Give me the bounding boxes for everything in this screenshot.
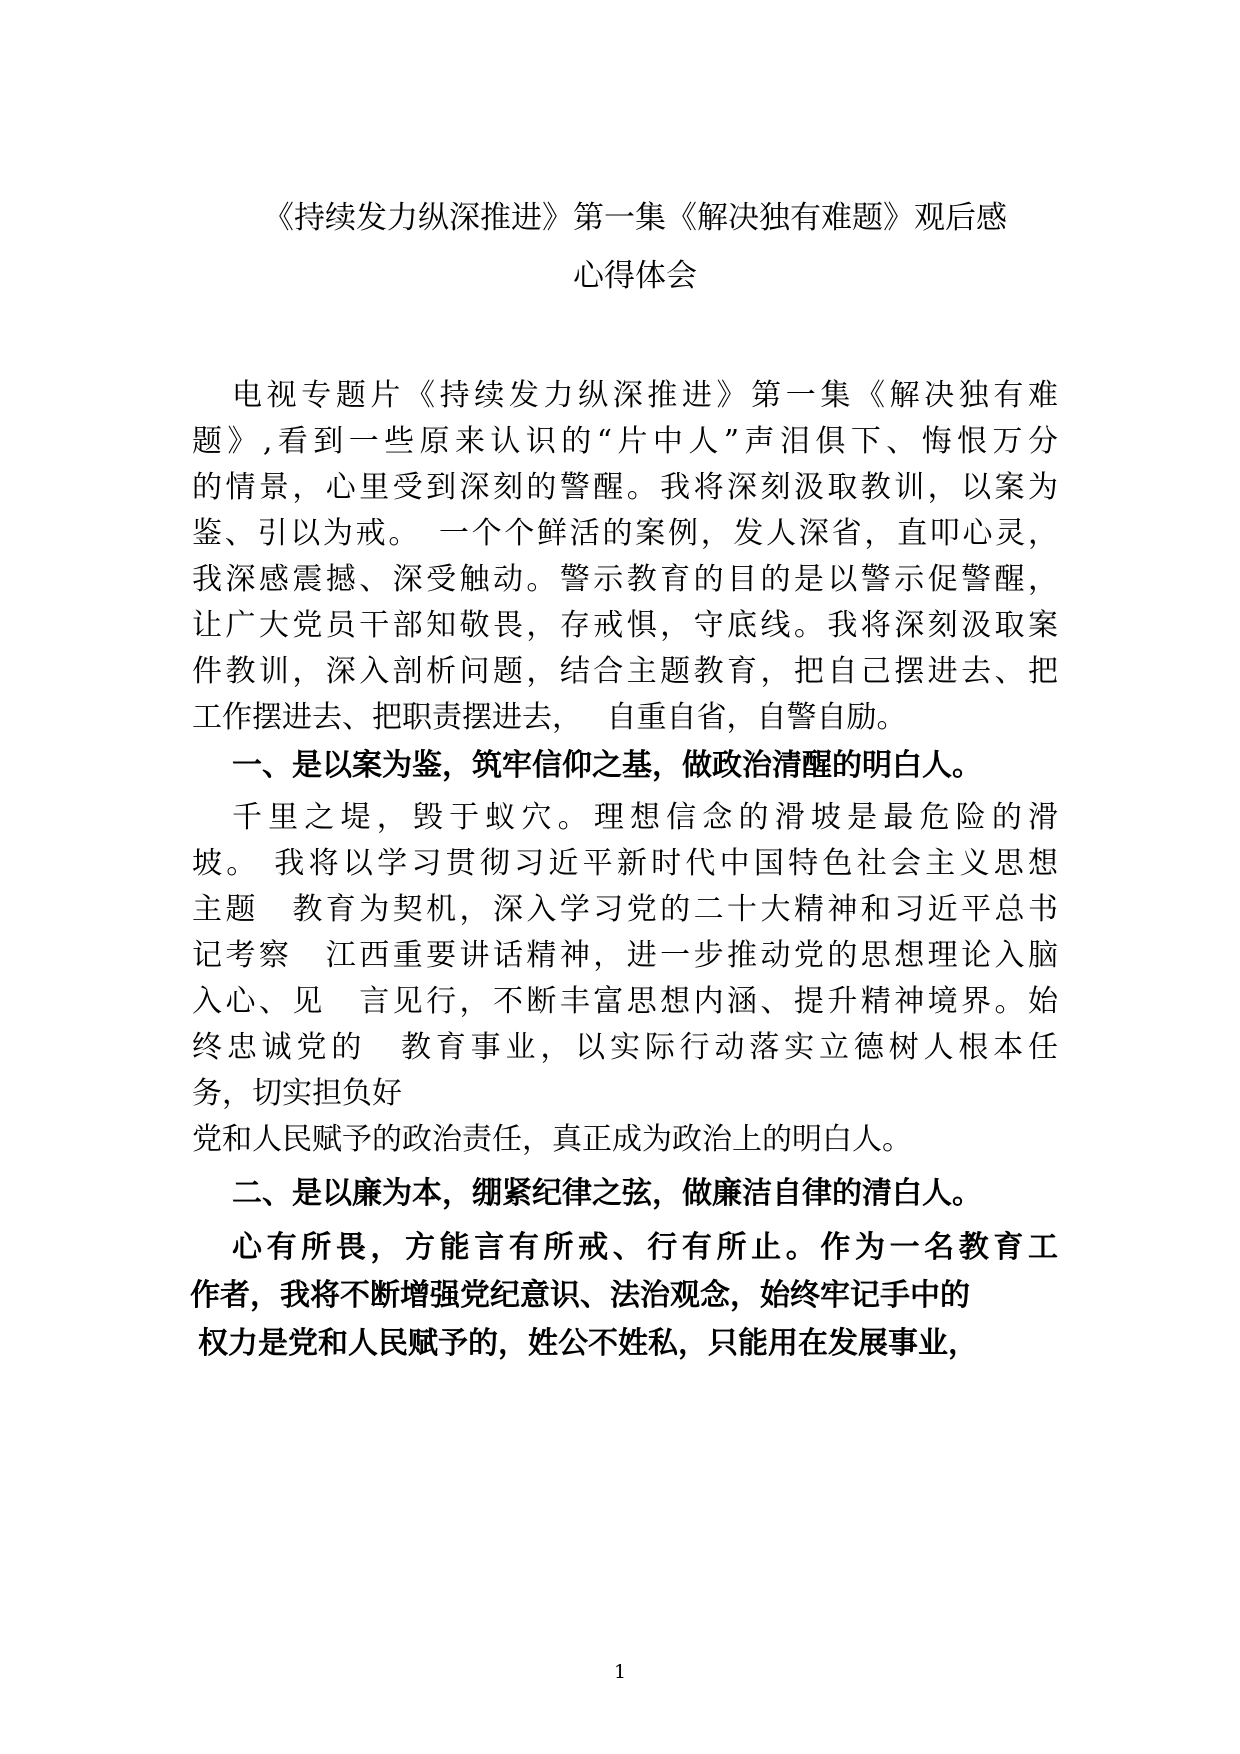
paragraph-line: 让广大党员干部知敬畏，存戒惧，守底线。我将深刻汲取案 [192, 608, 1058, 643]
paragraph-line: 我深感震撼、深受触动。警示教育的目的是以警示促警醒， [192, 562, 1058, 597]
paragraph-line: 电视专题片《持续发力纵深推进》第一集《解决独有难 [232, 378, 1058, 413]
document-title-line-2: 心得体会 [573, 258, 697, 294]
paragraph-line: 作者，我将不断增强党纪意识、法治观念，始终牢记手中的 [190, 1278, 970, 1313]
paragraph-line: 心有所畏，方能言有所戒、行有所止。作为一名教育工 [232, 1230, 1058, 1265]
section-heading-1: 一、是以案为鉴，筑牢信仰之基，做政治清醒的明白人。 [232, 748, 982, 783]
paragraph-line: 入心、见 言见行，不断丰富思想内涵、提升精神境界。始 [192, 984, 1058, 1019]
paragraph-line: 终忠诚党的 教育事业，以实际行动落实立德树人根本任 [192, 1030, 1058, 1065]
paragraph-line: 鉴、引以为戒。 一个个鲜活的案例，发人深省，直叩心灵， [192, 516, 1058, 551]
document-title-line-1: 《持续发力纵深推进》第一集《解决独有难题》观后感 [263, 200, 1007, 236]
paragraph-line: 党和人民赋予的政治责任，真正成为政治上的明白人。 [192, 1122, 912, 1157]
paragraph-line: 务，切实担负好 [192, 1076, 402, 1111]
section-heading-2: 二、是以廉为本，绷紧纪律之弦，做廉洁自律的清白人。 [232, 1176, 982, 1211]
paragraph-line: 工作摆进去、把职责摆进去， 自重自省，自警自励。 [192, 700, 907, 735]
paragraph-line: 的情景，心里受到深刻的警醒。我将深刻汲取教训，以案为 [192, 470, 1058, 505]
paragraph-line: 题》,看到一些原来认识的“片中人”声泪俱下、悔恨万分 [192, 424, 1058, 459]
paragraph-line: 千里之堤，毁于蚁穴。理想信念的滑坡是最危险的滑 [232, 800, 1058, 835]
page-number: 1 [613, 1661, 627, 1683]
paragraph-line: 主题 教育为契机，深入学习党的二十大精神和习近平总书 [192, 892, 1058, 927]
paragraph-line: 件教训，深入剖析问题，结合主题教育，把自己摆进去、把 [192, 654, 1058, 689]
paragraph-line: 权力是党和人民赋予的，姓公不姓私，只能用在发展事业， [198, 1326, 978, 1361]
paragraph-line: 记考察 江西重要讲话精神，进一步推动党的思想理论入脑 [192, 938, 1058, 973]
paragraph-line: 坡。 我将以学习贯彻习近平新时代中国特色社会主义思想 [192, 846, 1058, 881]
